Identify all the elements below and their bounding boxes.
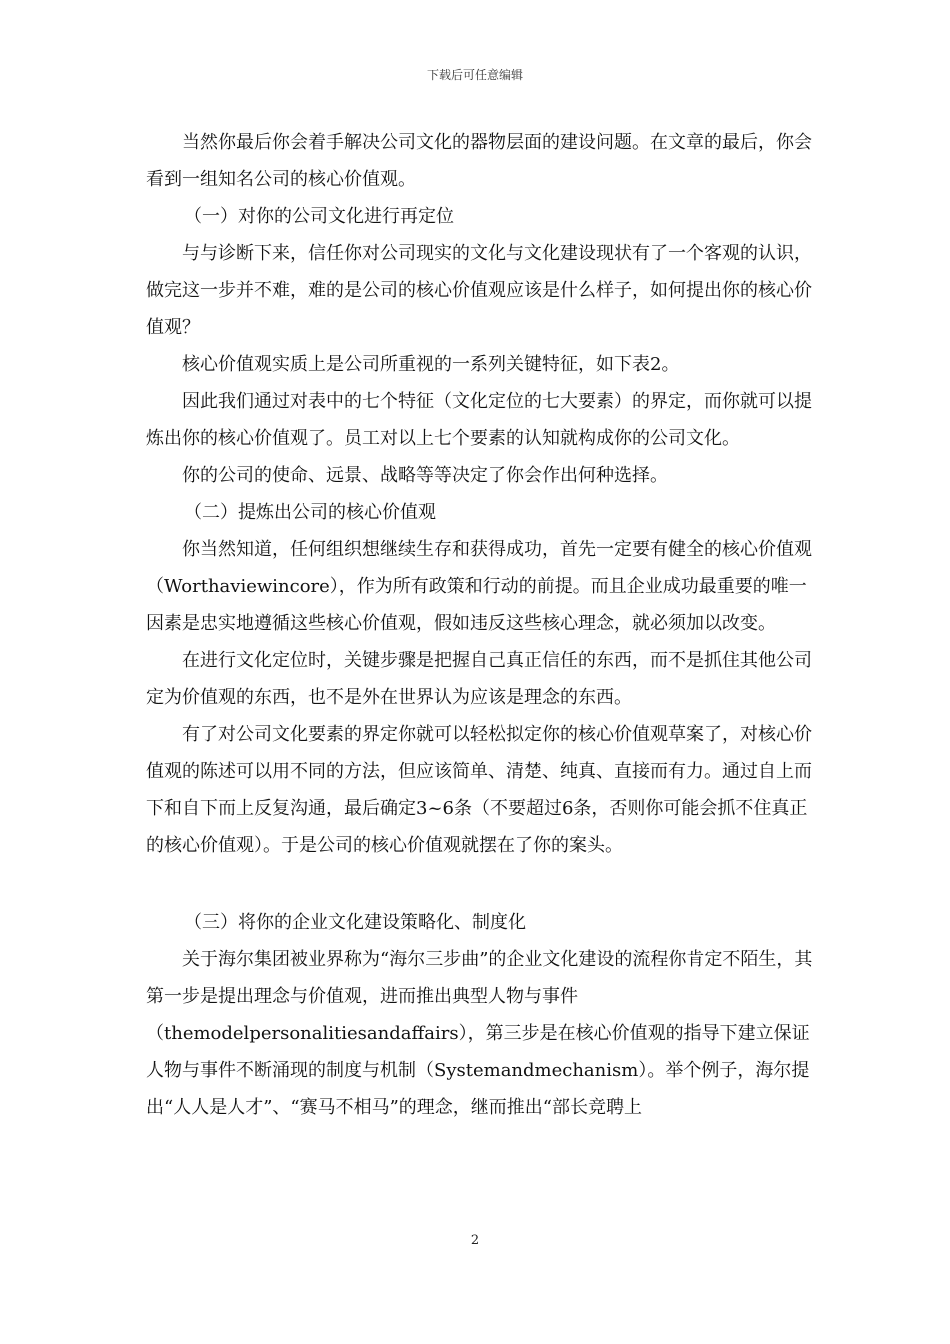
paragraph-survival: 你当然知道，任何组织想继续生存和获得成功，首先一定要有健全的核心价值观（Worthaviewincore），作为所有政策和行动的前提。而且企业成功最重要的唯一因素是忠实地遵循这些核心价值观，假如违反这些核心理念，就必须加以改变。	[146, 539, 812, 634]
section-heading-2: （二）提炼出公司的核心价值观	[184, 502, 436, 523]
paragraph-seven-features: 因此我们通过对表中的七个特征（文化定位的七大要素）的界定，而你就可以提炼出你的核心价值观了。员工对以上七个要素的认知就构成你的公司文化。	[146, 391, 812, 449]
paragraph-gap	[146, 864, 822, 904]
paragraph-intro: 当然你最后你会着手解决公司文化的器物层面的建设问题。在文章的最后，你会看到一组知名公司的核心价值观。	[146, 132, 812, 190]
section-heading-3: （三）将你的企业文化建设策略化、制度化	[184, 912, 526, 933]
paragraph-positioning: 在进行文化定位时，关键步骤是把握自己真正信任的东西，而不是抓住其他公司定为价值观的东西，也不是外在世界认为应该是理念的东西。	[146, 650, 812, 708]
paragraph-mission: 你的公司的使命、远景、战略等等决定了你会作出何种选择。	[182, 465, 668, 486]
paragraph-haier: 关于海尔集团被业界称为“海尔三步曲”的企业文化建设的流程你肯定不陌生，其第一步是提出理念与价值观，进而推出典型人物与事件（themodelpersonalitiesandaffairs），第三步是在核心价值观的指导下建立保证人物与事件不断涌现的制度与机制（Systemandmechanism）。举个例子，海尔提出“人人是人才”、“赛马不相马”的理念，继而推出“部长竞聘上	[146, 949, 813, 1118]
page-number: 2	[470, 1233, 480, 1248]
paragraph-core-values-definition: 核心价值观实质上是公司所重视的一系列关键特征，如下表2。	[182, 354, 680, 375]
paragraph-diagnosis: 与与诊断下来，信任你对公司现实的文化与文化建设现状有了一个客观的认识，做完这一步并不难，难的是公司的核心价值观应该是什么样子，如何提出你的核心价值观？	[146, 243, 812, 338]
document-body	[146, 124, 822, 1126]
paragraph-draft: 有了对公司文化要素的界定你就可以轻松拟定你的核心价值观草案了，对核心价值观的陈述可以用不同的方法，但应该简单、清楚、纯真、直接而有力。通过自上而下和自下而上反复沟通，最后确定3~6条（不要超过6条，否则你可能会抓不住真正的核心价值观）。于是公司的核心价值观就摆在了你的案头。	[146, 724, 812, 856]
page-header: 下载后可任意编辑	[426, 68, 523, 82]
section-heading-1: （一）对你的公司文化进行再定位	[184, 206, 454, 227]
